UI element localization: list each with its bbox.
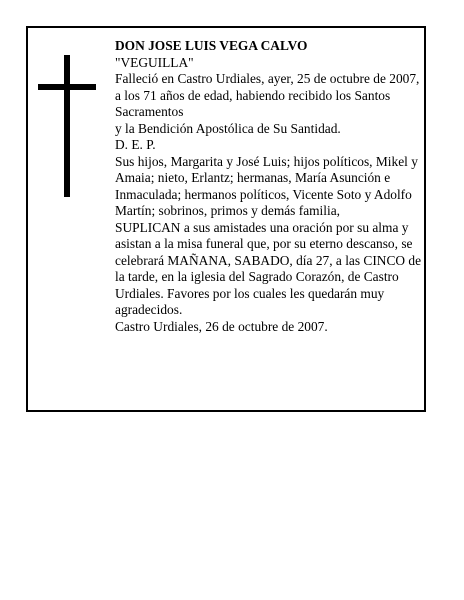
deceased-name: DON JOSE LUIS VEGA CALVO [115, 38, 308, 53]
rest-in-peace: D. E. P. [115, 137, 156, 152]
cross-icon [38, 55, 96, 197]
notice-text [115, 38, 423, 335]
funeral-request: SUPLICAN a sus amistades una oración por su alma y asistan a la misa funeral que, por su eterno descanso, se celebrará MAÑANA, SABADO, día 27, a las CINCO de la tarde, en la iglesia del Sagrado Corazón, de Castro Urdiales. Favores por los cuales les quedarán muy agradecidos. [115, 219, 422, 317]
deceased-nickname: "VEGUILLA" [115, 54, 194, 70]
apostolic-blessing: y la Bendición Apostólica de Su Santidad. [115, 120, 341, 136]
cross-vertical-bar [64, 55, 70, 197]
age-and-sacraments: a los 71 años de edad, habiendo recibido los Santos Sacramentos [115, 87, 391, 119]
cross-horizontal-bar [38, 84, 96, 90]
death-announcement: Falleció en Castro Urdiales, ayer, 25 de octubre de 2007, [115, 71, 420, 86]
family-list: Sus hijos, Margarita y José Luis; hijos políticos, Mikel y Amaia; nieto, Erlantz; hermanas, María Asunción e Inmaculada; hermanos políticos, Vicente Soto y Adolfo Martín; sobrinos, primos y demás familia, [115, 153, 418, 218]
notice-date: Castro Urdiales, 26 de octubre de 2007. [115, 318, 328, 334]
obituary-notice [26, 26, 426, 412]
